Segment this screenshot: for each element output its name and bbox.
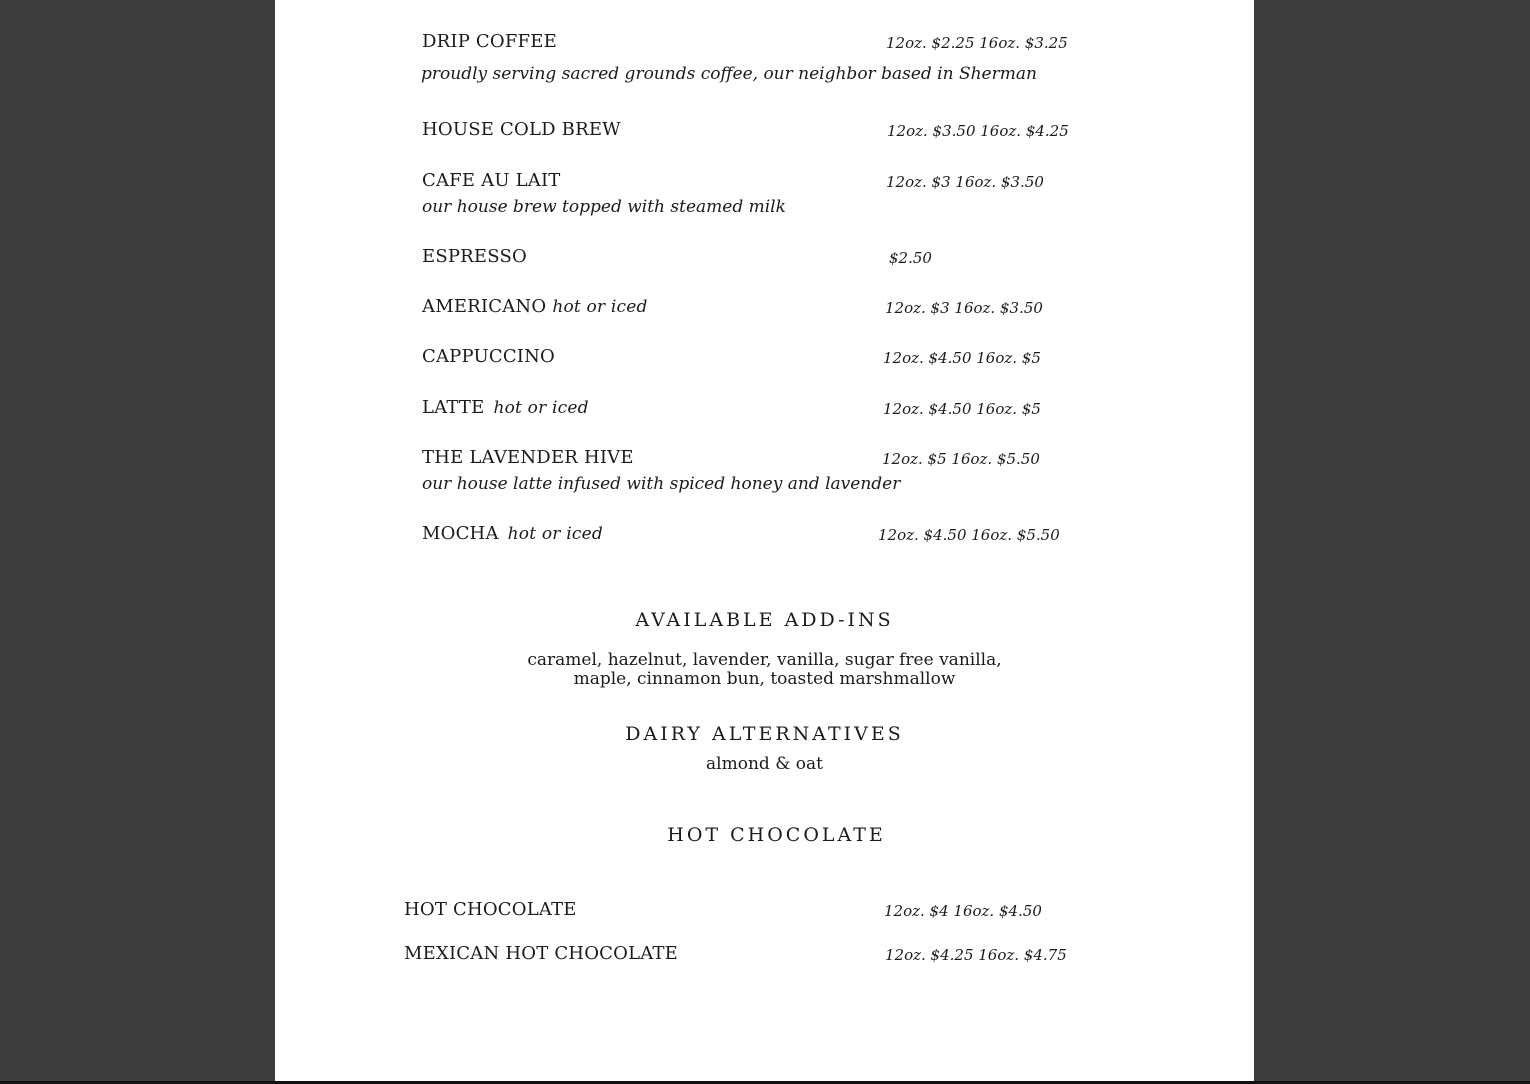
item-description: our house latte infused with spiced honey and lavender [422, 474, 901, 494]
addins-line-2: maple, cinnamon bun, toasted marshmallow [573, 669, 956, 689]
menu-item-mexican-hot-chocolate [275, 943, 1254, 973]
item-description: our house brew topped with steamed milk [422, 197, 786, 217]
item-name: AMERICANO [422, 296, 547, 317]
addins-line-1: caramel, hazelnut, lavender, vanilla, sugar free vanilla, [527, 650, 1002, 670]
item-name-wrap [422, 523, 603, 545]
item-price: 12oz. $3.50 16oz. $4.25 [887, 122, 1069, 140]
menu-item-espresso [275, 246, 1254, 276]
menu-item-house-cold-brew [275, 119, 1254, 149]
item-name: MOCHA [422, 523, 499, 544]
item-note: hot or iced [552, 297, 648, 317]
item-name: MEXICAN HOT CHOCOLATE [404, 943, 678, 964]
item-name: DRIP COFFEE [422, 31, 557, 52]
dairy-title: DAIRY ALTERNATIVES [625, 723, 904, 745]
item-price: 12oz. $4.25 16oz. $4.75 [885, 946, 1067, 964]
hot-chocolate-title: HOT CHOCOLATE [667, 824, 886, 846]
item-name-wrap [422, 397, 589, 419]
item-price: 12oz. $4.50 16oz. $5 [883, 400, 1041, 418]
item-price: 12oz. $2.25 16oz. $3.25 [886, 34, 1068, 52]
item-name: HOT CHOCOLATE [404, 899, 577, 920]
item-price: 12oz. $3 16oz. $3.50 [885, 299, 1043, 317]
item-name: ESPRESSO [422, 246, 527, 267]
item-price: 12oz. $5 16oz. $5.50 [882, 450, 1040, 468]
item-price: 12oz. $3 16oz. $3.50 [886, 173, 1044, 191]
menu-item-americano [275, 296, 1254, 326]
item-name-wrap [422, 296, 648, 318]
dairy-text: almond & oat [706, 754, 823, 774]
item-price: $2.50 [889, 249, 932, 267]
item-name: THE LAVENDER HIVE [422, 447, 634, 468]
addins-title: AVAILABLE ADD-INS [635, 609, 894, 631]
menu-item-mocha [275, 523, 1254, 553]
item-price: 12oz. $4.50 16oz. $5.50 [878, 526, 1060, 544]
item-price: 12oz. $4.50 16oz. $5 [883, 349, 1041, 367]
item-description: proudly serving sacred grounds coffee, our neighbor based in Sherman [421, 64, 1037, 84]
item-note: hot or iced [507, 524, 603, 544]
item-name: CAPPUCCINO [422, 346, 556, 367]
menu-page [275, 0, 1254, 1081]
menu-item-drip-coffee [275, 31, 1254, 61]
menu-item-latte [275, 397, 1254, 427]
item-name: HOUSE COLD BREW [422, 119, 621, 140]
menu-item-cappuccino [275, 346, 1254, 376]
item-note: hot or iced [493, 398, 589, 418]
menu-item-hot-chocolate [275, 899, 1254, 929]
item-price: 12oz. $4 16oz. $4.50 [884, 902, 1042, 920]
item-name: LATTE [422, 397, 485, 418]
item-name: CAFE AU LAIT [422, 170, 561, 191]
